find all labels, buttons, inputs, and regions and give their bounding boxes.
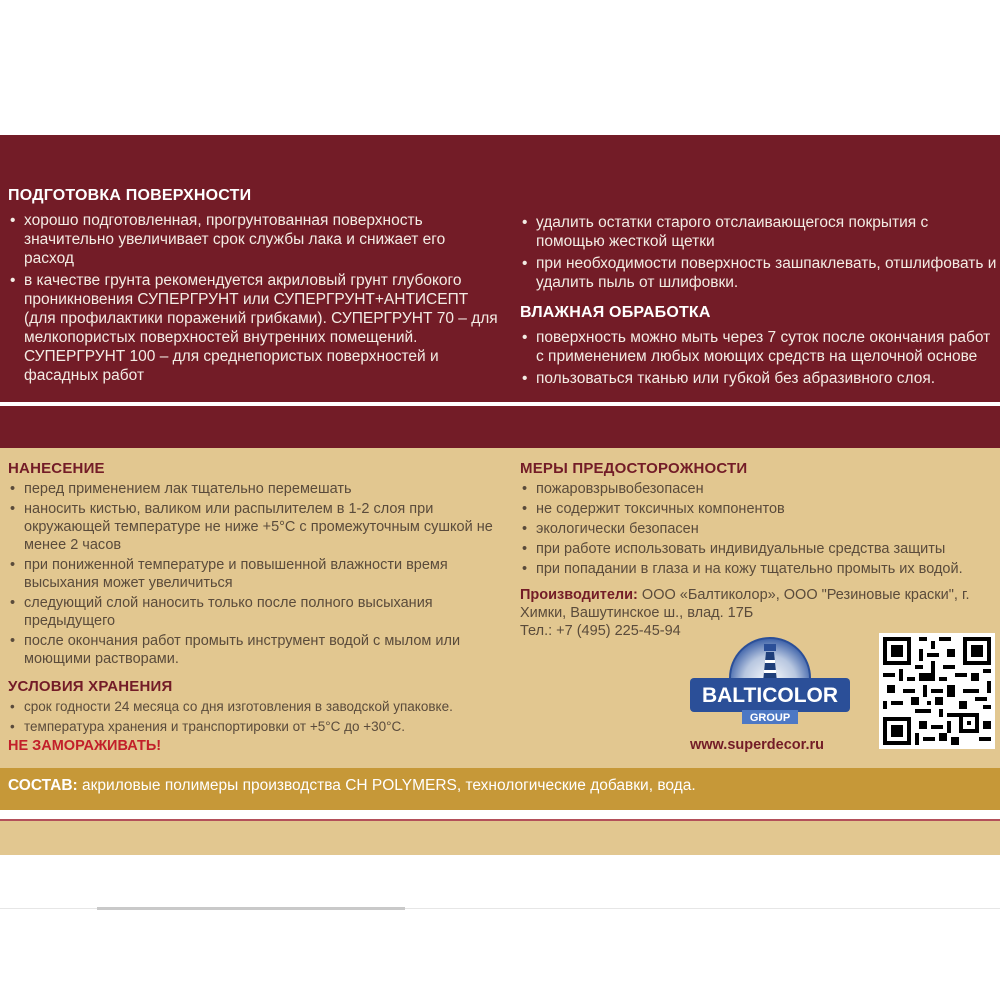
- producer-phone: Тел.: +7 (495) 225-45-94: [520, 623, 681, 639]
- balticolor-logo: [686, 630, 854, 736]
- composition-text: [8, 777, 696, 795]
- composition-value: акриловые полимеры производства CH POLYMERS, технологические добавки, вода.: [82, 777, 696, 794]
- list-item: • следующий слой наносить только после полного высыхания предыдущего: [8, 594, 498, 630]
- application-title: НАНЕСЕНИЕ: [8, 460, 105, 477]
- producer-label: Производители:: [520, 587, 638, 603]
- producer-text: ООО «Балтиколор», ООО "Резиновые краски", г. Химки, Вашутинское ш., влад. 17Б: [520, 587, 970, 621]
- list-item: • после окончания работ промыть инструмент водой с мылом или моющими растворами.: [8, 632, 498, 668]
- list-item: • хорошо подготовленная, прогрунтованная поверхность значительно увеличивает срок службы лака и снижает его расход: [8, 211, 498, 268]
- storage-title: УСЛОВИЯ ХРАНЕНИЯ: [8, 678, 173, 695]
- wet-list: [520, 328, 998, 388]
- website-link[interactable]: www.superdecor.ru: [690, 737, 825, 753]
- surface-title: ПОДГОТОВКА ПОВЕРХНОСТИ: [8, 187, 252, 204]
- freeze-warning: НЕ ЗАМОРАЖИВАТЬ!: [8, 738, 162, 754]
- list-item: • наносить кистью, валиком или распылителем в 1-2 слоя при окружающей температуре не ниже +5°С с промежуточным сушкой не менее 2 часов: [8, 500, 498, 554]
- safety-title: МЕРЫ ПРЕДОСТОРОЖНОСТИ: [520, 460, 748, 477]
- logo-sub: GROUP: [749, 712, 791, 724]
- divider-band: [0, 406, 1000, 448]
- surface-left-column: [8, 187, 498, 388]
- safety-list: [520, 480, 998, 578]
- scroll-thumb[interactable]: [97, 907, 405, 910]
- application-column: [8, 460, 498, 754]
- surface-preparation-panel: [0, 135, 1000, 402]
- qr-code-icon: [879, 633, 995, 749]
- list-item: • не содержит токсичных компонентов: [520, 500, 998, 518]
- list-item: • срок годности 24 месяца со дня изготовления в заводской упаковке.: [8, 698, 498, 716]
- composition-label: СОСТАВ:: [8, 777, 78, 794]
- list-item: • поверхность можно мыть через 7 суток после окончания работ с применением любых моющих средств на щелочной основе: [520, 328, 998, 366]
- list-item: • экологически безопасен: [520, 520, 998, 538]
- list-item: • пользоваться тканью или губкой без абразивного слоя.: [520, 369, 998, 388]
- list-item: • при пониженной температуре и повышенной влажности время высыхания может увеличиться: [8, 556, 498, 592]
- list-item: • при работе использовать индивидуальные средства защиты: [520, 540, 998, 558]
- list-item: • при попадании в глаза и на кожу тщательно промыть их водой.: [520, 560, 998, 578]
- list-item: • пожаровзрывобезопасен: [520, 480, 998, 498]
- surface-right-column: [520, 213, 998, 391]
- application-list: [8, 480, 498, 668]
- safety-column: [520, 460, 998, 640]
- list-item: • перед применением лак тщательно перемешать: [8, 480, 498, 498]
- storage-list: [8, 698, 498, 736]
- list-item: • в качестве грунта рекомендуется акриловый грунт глубокого проникновения СУПЕРГРУНТ или СУПЕРГРУНТ+АНТИСЕПТ (для профилактики поражений грибками). СУПЕРГРУНТ 70 – для мелкопористых поверхностей внутренних помещений. СУПЕРГРУНТ 100 – для среднепористых поверхностей и фасадных работ: [8, 271, 498, 385]
- list-item: • удалить остатки старого отслаивающегося покрытия с помощью жесткой щетки: [520, 213, 998, 251]
- list-item: • температура хранения и транспортировки от +5°С до +30°С.: [8, 718, 498, 736]
- list-item: • при необходимости поверхность зашпаклевать, отшлифовать и удалить пыль от шлифовки.: [520, 254, 998, 292]
- surface-left-list: [8, 211, 498, 385]
- bottom-band: [0, 821, 1000, 855]
- surface-right-list: [520, 213, 998, 292]
- wet-title: ВЛАЖНАЯ ОБРАБОТКА: [520, 304, 711, 321]
- logo-brand: BALTICOLOR: [701, 684, 839, 707]
